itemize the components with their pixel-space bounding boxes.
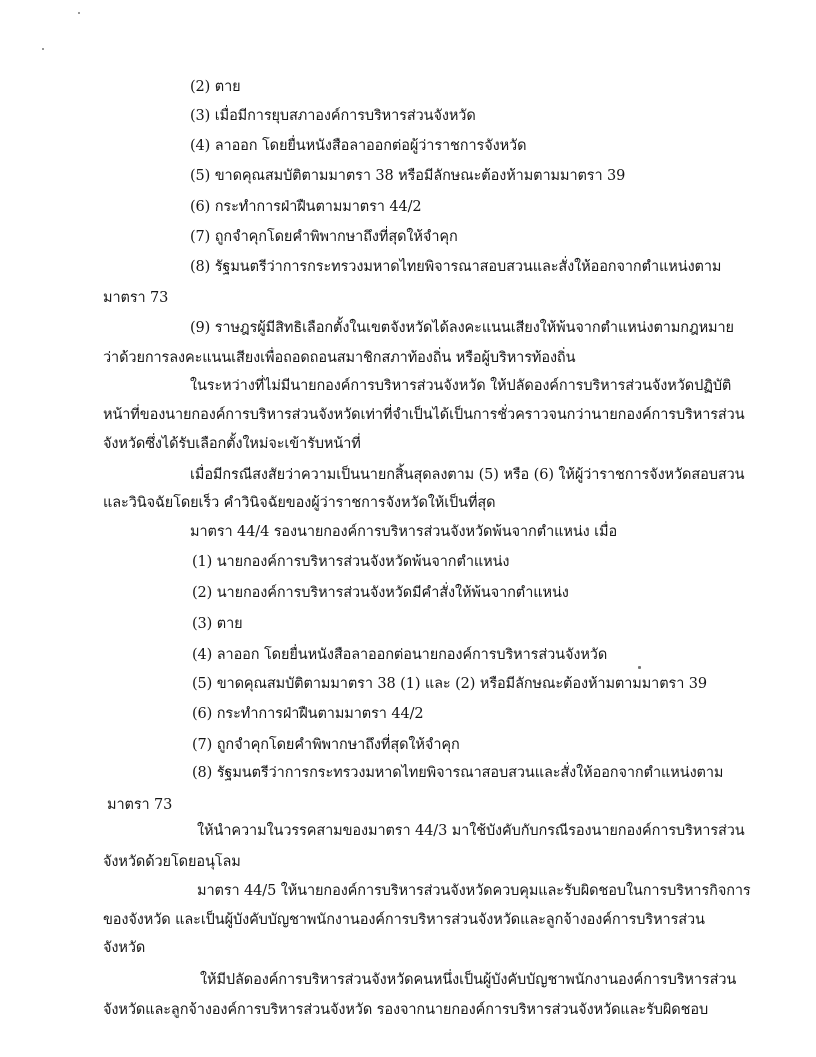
text-line: จังหวัด — [103, 940, 146, 956]
text-line: (1) นายกองค์การบริหารส่วนจังหวัดพ้นจากตำแหน่ง — [192, 554, 510, 570]
text-line: (6) กระทำการฝ่าฝืนตามมาตรา 44/2 — [192, 706, 424, 722]
text-line: เมื่อมีกรณีสงสัยว่าความเป็นนายกสิ้นสุดลงตาม (5) หรือ (6) ให้ผู้ว่าราชการจังหวัดสอบสวน — [190, 467, 745, 483]
text-line: ให้นำความในวรรคสามของมาตรา 44/3 มาใช้บังคับกับกรณีรองนายกองค์การบริหารส่วน — [197, 823, 745, 839]
text-line: มาตรา 73 — [107, 797, 173, 813]
text-line: มาตรา 44/5 ให้นายกองค์การบริหารส่วนจังหวัดควบคุมและรับผิดชอบในการบริหารกิจการ — [197, 883, 751, 899]
text-line: (2) ตาย — [190, 79, 241, 95]
text-line: (5) ขาดคุณสมบัติตามมาตรา 38 (1) และ (2) หรือมีลักษณะต้องห้ามตามมาตรา 39 — [192, 676, 708, 692]
text-line: จังหวัดและลูกจ้างองค์การบริหารส่วนจังหวัด รองจากนายกองค์การบริหารส่วนจังหวัดและรับผิดชอบ — [103, 1002, 709, 1018]
text-line: (7) ถูกจำคุกโดยคำพิพากษาถึงที่สุดให้จำคุก — [192, 737, 460, 753]
scan-speck — [78, 12, 80, 14]
text-line: จังหวัดด้วยโดยอนุโลม — [103, 854, 241, 870]
text-line: และวินิจฉัยโดยเร็ว คำวินิจฉัยของผู้ว่าราชการจังหวัดให้เป็นที่สุด — [103, 495, 496, 511]
text-line: (4) ลาออก โดยยื่นหนังสือลาออกต่อนายกองค์การบริหารส่วนจังหวัด — [192, 647, 608, 663]
text-line: (3) เมื่อมีการยุบสภาองค์การบริหารส่วนจังหวัด — [190, 108, 476, 124]
text-line: (9) ราษฎรผู้มีสิทธิเลือกตั้งในเขตจังหวัดได้ลงคะแนนเสียงให้พ้นจากตำแหน่งตามกฎหมาย — [190, 320, 734, 336]
scan-speck — [42, 48, 44, 50]
text-line: มาตรา 44/4 รองนายกองค์การบริหารส่วนจังหวัดพ้นจากตำแหน่ง เมื่อ — [190, 524, 618, 540]
text-line: หน้าที่ของนายกองค์การบริหารส่วนจังหวัดเท่าที่จำเป็นได้เป็นการชั่วคราวจนกว่านายกองค์การบริหารส่วน — [103, 407, 745, 423]
text-line: ว่าด้วยการลงคะแนนเสียงเพื่อถอดถอนสมาชิกสภาท้องถิ่น หรือผู้บริหารท้องถิ่น — [103, 350, 576, 366]
text-line: จังหวัดซึ่งได้รับเลือกตั้งใหม่จะเข้ารับหน้าที่ — [103, 436, 361, 452]
text-line: (4) ลาออก โดยยื่นหนังสือลาออกต่อผู้ว่าราชการจังหวัด — [190, 138, 527, 154]
text-line: ในระหว่างที่ไม่มีนายกองค์การบริหารส่วนจังหวัด ให้ปลัดองค์การบริหารส่วนจังหวัดปฏิบัติ — [190, 378, 732, 394]
text-line: (3) ตาย — [192, 616, 243, 632]
text-line: (6) กระทำการฝ่าฝืนตามมาตรา 44/2 — [190, 199, 422, 215]
text-line: (7) ถูกจำคุกโดยคำพิพากษาถึงที่สุดให้จำคุก — [190, 229, 458, 245]
text-line: ของจังหวัด และเป็นผู้บังคับบัญชาพนักงานองค์การบริหารส่วนจังหวัดและลูกจ้างองค์การบริหารส่วน — [103, 912, 705, 928]
text-line: (8) รัฐมนตรีว่าการกระทรวงมหาดไทยพิจารณาสอบสวนและสั่งให้ออกจากตำแหน่งตาม — [190, 259, 722, 275]
text-line: ให้มีปลัดองค์การบริหารส่วนจังหวัดคนหนึ่งเป็นผู้บังคับบัญชาพนักงานองค์การบริหารส่วน — [200, 972, 737, 988]
text-line: (8) รัฐมนตรีว่าการกระทรวงมหาดไทยพิจารณาสอบสวนและสั่งให้ออกจากตำแหน่งตาม — [192, 765, 724, 781]
text-line: (5) ขาดคุณสมบัติตามมาตรา 38 หรือมีลักษณะต้องห้ามตามมาตรา 39 — [190, 168, 626, 184]
scan-speck — [638, 666, 641, 669]
text-line: มาตรา 73 — [103, 290, 169, 306]
text-line: (2) นายกองค์การบริหารส่วนจังหวัดมีคำสั่งให้พ้นจากตำแหน่ง — [192, 585, 569, 601]
